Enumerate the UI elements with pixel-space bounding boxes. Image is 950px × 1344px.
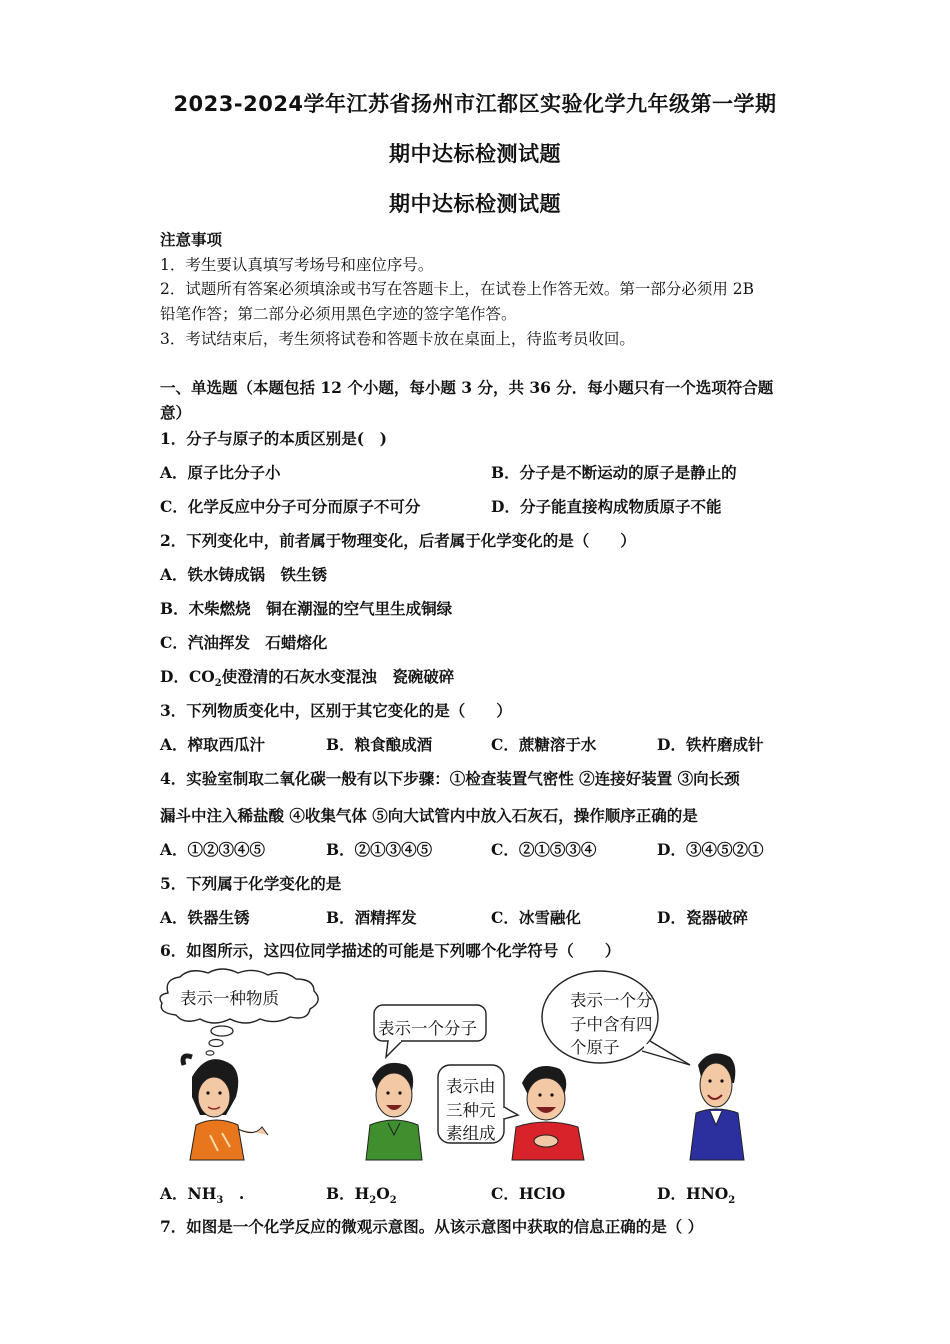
notice-heading: 注意事项 [160,230,223,249]
question-1-option-c: C．化学反应中分子可分而原子不可分 [160,497,421,516]
question-5-stem: 5．下列属于化学变化的是 [160,874,342,893]
question-6-option-a: A．$NH_3$ . [160,1184,245,1207]
bubble-4-line-3: 个原子 [570,1038,620,1057]
question-2-option-c: C．汽油挥发 石蜡熔化 [160,633,328,652]
boy-blue-figure [690,1053,744,1160]
bubble-3-line-3: 素组成 [446,1124,496,1143]
girl-figure [183,1056,268,1160]
section-heading-cont: 意） [160,403,192,422]
notice-item-3: 3．考试结束后，考生须将试卷和答题卡放在桌面上，待监考员收回。 [160,330,635,348]
question-2-stem: 2．下列变化中，前者属于物理变化，后者属于化学变化的是（ ） [160,531,636,550]
question-5-option-d: D．瓷器破碎 [657,908,748,927]
question-3-stem: 3．下列物质变化中，区别于其它变化的是（ ） [160,701,512,720]
notice-item-1: 1．考生要认真填写考场号和座位序号。 [160,256,434,274]
page-subtitle-repeat: 期中达标检测试题 [389,192,561,216]
notice-item-2: 2．试题所有答案必须填涂或书写在答题卡上，在试卷上作答无效。第一部分必须用 2B [160,280,755,298]
bubble-2-text: 表示一个分子 [378,1019,477,1038]
question-1-option-b: B．分子是不断运动的原子是静止的 [491,463,737,482]
question-5-option-b: B．酒精挥发 [326,908,417,927]
boy-red-figure [512,1066,584,1160]
bubble-3-line-1: 表示由 [446,1077,496,1096]
question-3-option-c: C．蔗糖溶于水 [491,735,597,754]
question-5-option-a: A．铁器生锈 [160,908,250,927]
question-6-option-c: C．HClO [491,1184,566,1203]
page-subtitle: 期中达标检测试题 [389,142,561,166]
question-6-option-b: B．$H_2O_2$ [326,1184,397,1207]
question-4-option-b: B．②①③④⑤ [326,840,433,859]
question-4-option-c: C．②①⑤③④ [491,840,597,859]
boy-green-figure [366,1063,422,1160]
question-3-option-b: B．粮食酿成酒 [326,735,433,754]
question-1-option-d: D．分子能直接构成物质原子不能 [491,497,722,516]
question-7-stem: 7．如图是一个化学反应的微观示意图。从该示意图中获取的信息正确的是（ ） [160,1217,704,1236]
notice-item-2-cont: 铅笔作答；第二部分必须用黑色字迹的签字笔作答。 [160,305,517,323]
question-4-stem: 4．实验室制取二氧化碳一般有以下步骤：①检查装置气密性 ②连接好装置 ③向长颈 [160,769,740,788]
question-1-option-a: A．原子比分子小 [160,463,281,482]
section-heading: 一、单选题（本题包括 12 个小题，每小题 3 分，共 36 分．每小题只有一个选项符合题 [160,378,774,397]
bubble-4-line-2: 子中含有四 [570,1015,653,1034]
bubble-1-text: 表示一种物质 [180,989,279,1008]
question-3-option-d: D．铁杵磨成针 [657,735,764,754]
question-2-option-d: D．$CO_2$使澄清的石灰水变混浊 瓷碗破碎 [160,667,455,690]
page-title: 2023-2024学年江苏省扬州市江都区实验化学九年级第一学期 [173,92,777,116]
bubble-4-line-1: 表示一个分 [570,991,653,1010]
question-6-stem: 6．如图所示，这四位同学描述的可能是下列哪个化学符号（ ） [160,941,621,960]
question-2-option-a: A．铁水铸成锅 铁生锈 [160,565,328,584]
question-6-option-d: D．$HNO_2$ [657,1184,736,1207]
question-4-option-a: A．①②③④⑤ [160,840,266,859]
question-5-option-c: C．冰雪融化 [491,908,581,927]
bubble-3-line-2: 三种元 [446,1101,496,1120]
question-1-stem: 1．分子与原子的本质区别是( ) [160,429,387,448]
thought-bubble-1 [160,969,318,1055]
question-3-option-a: A．榨取西瓜汁 [160,735,266,754]
question-4-option-d: D．③④⑤②① [657,840,764,859]
question-4-stem-cont: 漏斗中注入稀盐酸 ④收集气体 ⑤向大试管内中放入石灰石，操作顺序正确的是 [160,806,698,825]
question-2-option-b: B．木柴燃烧 铜在潮湿的空气里生成铜绿 [160,599,453,618]
